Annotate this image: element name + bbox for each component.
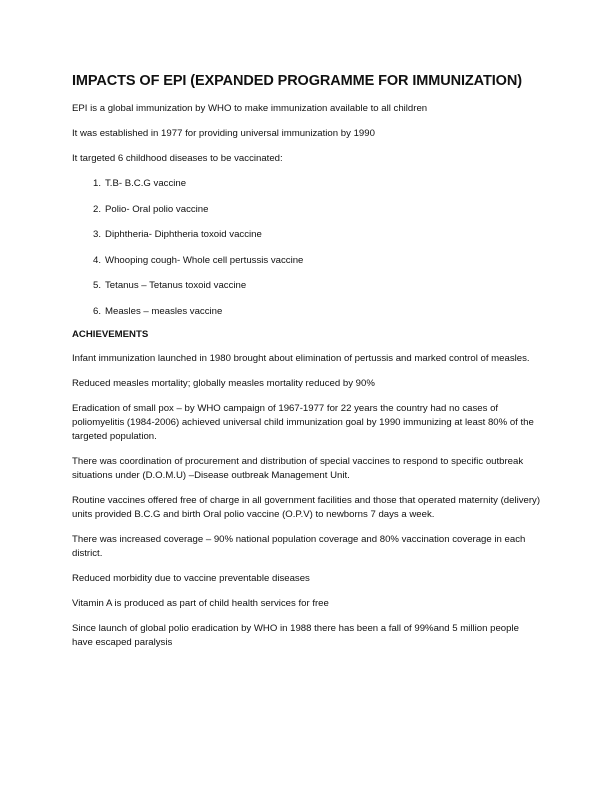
intro-paragraph: EPI is a global immunization by WHO to make immunization available to all children: [72, 103, 428, 114]
achievements-heading: ACHIEVEMENTS: [72, 328, 149, 340]
list-item-text: Measles – measles vaccine: [105, 305, 223, 317]
list-item: [72, 305, 542, 319]
achievement-paragraph: Routine vaccines offered free of charge in all government facilities and those that operated maternity (delivery) units provided B.C.G and birth Oral polio vaccine (O.P.V) to newborns 7 days a week.: [72, 494, 541, 520]
list-item: [72, 254, 542, 268]
list-item: [72, 279, 542, 293]
achievement-paragraph: There was increased coverage – 90% national population coverage and 80% vaccination coverage in each district.: [72, 533, 526, 559]
list-item-text: Whooping cough- Whole cell pertussis vaccine: [105, 254, 304, 266]
achievement-paragraph: Eradication of small pox – by WHO campaign of 1967-1977 for 22 years the country had no cases of poliomyelitis (1984-2006) achieved universal child immunization goal by 1990 immunizing at least 80% of the targeted population.: [72, 402, 534, 442]
list-item: [72, 203, 542, 217]
list-number: 6.: [93, 305, 102, 317]
achievement-paragraph: There was coordination of procurement and distribution of special vaccines to respond to specific outbreak situations under (D.O.M.U) –Disease outbreak Management Unit.: [72, 455, 524, 481]
intro-paragraph: It was established in 1977 for providing universal immunization by 1990: [72, 128, 375, 139]
list-number: 2.: [93, 203, 102, 215]
list-number: 5.: [93, 280, 102, 291]
list-item: [72, 177, 542, 191]
list-item-text: Diphtheria- Diphtheria toxoid vaccine: [105, 229, 262, 240]
achievement-paragraph: Reduced morbidity due to vaccine preventable diseases: [72, 572, 310, 584]
achievement-paragraph: Infant immunization launched in 1980 brought about elimination of pertussis and marked control of measles.: [72, 352, 530, 364]
list-number: 4.: [93, 254, 102, 266]
document-page: [72, 72, 542, 661]
list-item: [72, 228, 542, 242]
document-title: IMPACTS OF EPI (EXPANDED PROGRAMME FOR IMMUNIZATION): [72, 73, 522, 89]
list-number: 1.: [93, 178, 102, 189]
list-number: 3.: [93, 229, 102, 240]
list-item-text: Tetanus – Tetanus toxoid vaccine: [105, 280, 247, 291]
list-item-text: T.B- B.C.G vaccine: [105, 178, 187, 189]
achievement-paragraph: Since launch of global polio eradication by WHO in 1988 there has been a fall of 99%and 5 million people have escaped paralysis: [72, 622, 519, 648]
intro-paragraph: It targeted 6 childhood diseases to be vaccinated:: [72, 153, 283, 164]
achievement-paragraph: Vitamin A is produced as part of child health services for free: [72, 597, 329, 609]
diseases-list: [72, 177, 542, 319]
achievement-paragraph: Reduced measles mortality; globally measles mortality reduced by 90%: [72, 377, 375, 389]
list-item-text: Polio- Oral polio vaccine: [105, 203, 209, 215]
